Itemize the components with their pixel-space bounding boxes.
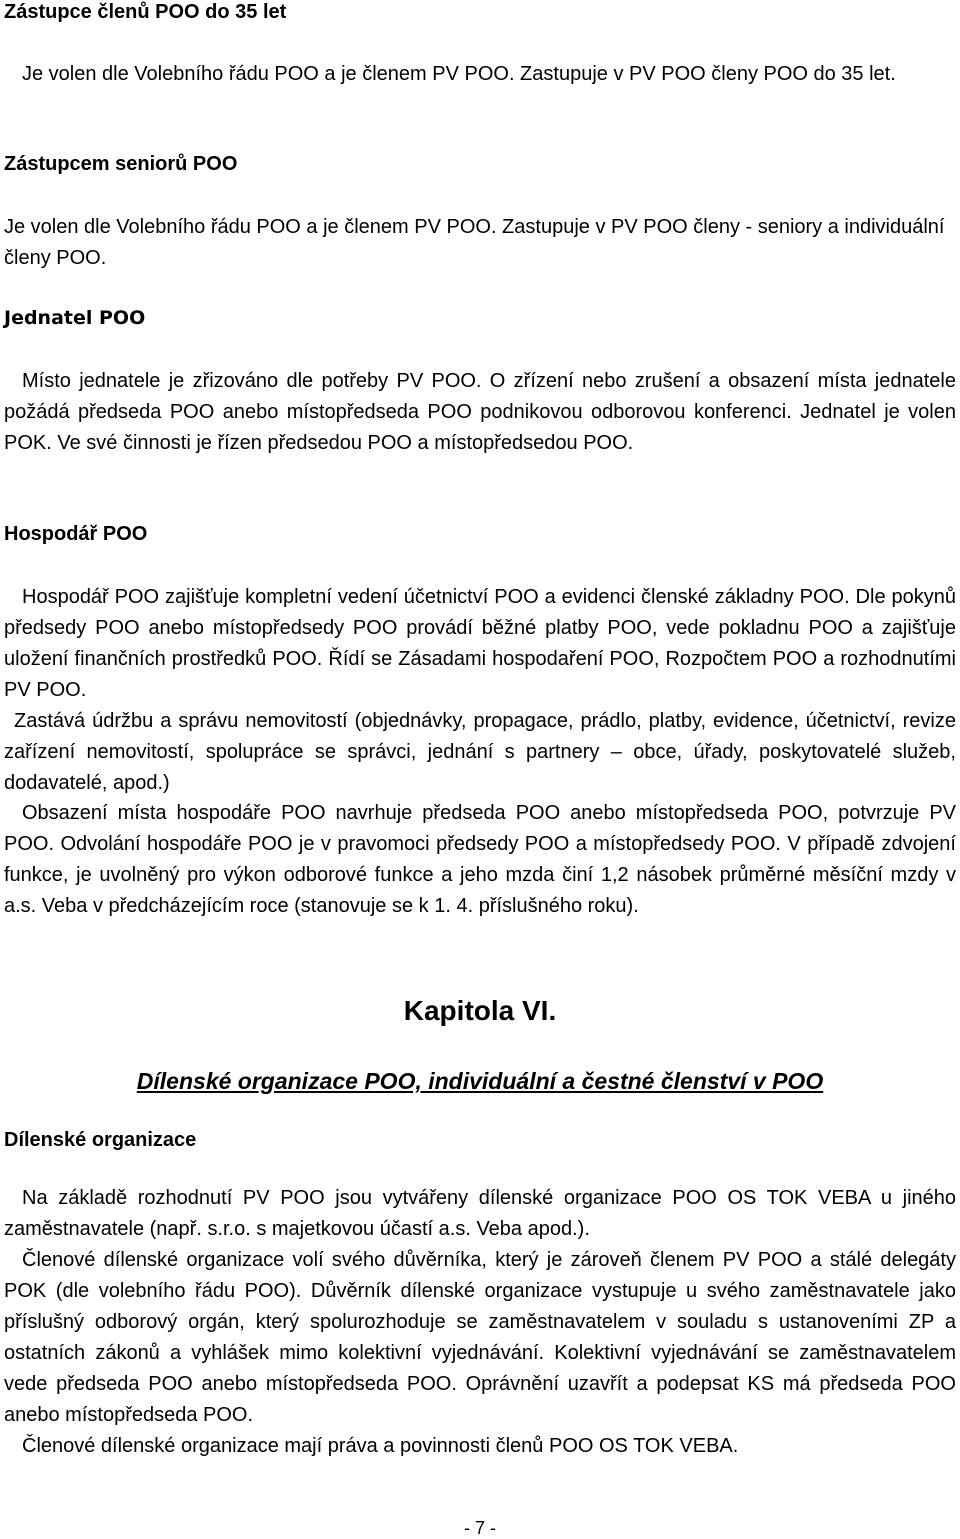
paragraph-zastupce-senioru: Je volen dle Volebního řádu POO a je členem PV POO. Zastupuje v PV POO členy - seniory a individuální členy POO. [4, 216, 945, 269]
page-number: - 7 - [463, 1518, 496, 1538]
chapter-subtitle: Dílenské organizace POO, individuální a čestné členství v POO [136, 1068, 824, 1094]
paragraph-dilenske-3: Členové dílenské organizace mají práva a povinnosti členů POO OS TOK VEBA. [22, 1435, 739, 1457]
heading-dilenske-organizace: Dílenské organizace [4, 1129, 197, 1151]
heading-hospodar: Hospodář POO [4, 523, 148, 545]
paragraph-zastupce-clenu: Je volen dle Volebního řádu POO a je členem PV POO. Zastupuje v PV POO členy POO do 35 let. [22, 63, 896, 85]
paragraph-dilenske-1: Na základě rozhodnutí PV POO jsou vytvářeny dílenské organizace POO OS TOK VEBA u jiného zaměstnavatele (např. s.r.o. s majetkovou účastí a.s. Veba apod.). [4, 1187, 956, 1240]
heading-jednatel: Jednatel POO [4, 307, 146, 329]
paragraph-hospodar-2: Zastává údržbu a správu nemovitostí (objednávky, propagace, prádlo, platby, evidence, účetnictví, revize zařízení nemovitostí, spolupráce se správci, jednání s partnery – obce, úřady, poskytovatelé služeb, dodavatelé, apod.) [4, 710, 956, 794]
paragraph-hospodar-1: Hospodář POO zajišťuje kompletní vedení účetnictví POO a evidenci členské základny POO. Dle pokynů předsedy POO anebo místopředsedy POO provádí běžné platby POO, vede pokladnu POO a zajišťuje uložení finančních prostředků POO. Řídí se Zásadami hospodaření POO, Rozpočtem POO a rozhodnutími PV POO. [4, 586, 956, 701]
chapter-title: Kapitola VI. [403, 995, 557, 1026]
heading-zastupce-clenu: Zástupce členů POO do 35 let [4, 1, 287, 23]
paragraph-hospodar-3: Obsazení místa hospodáře POO navrhuje předseda POO anebo místopředseda POO, potvrzuje PV POO. Odvolání hospodáře POO je v pravomoci předsedy POO a místopředsedy POO. V případě zdvojení funkce, je uvolněný pro výkon odborové funkce a jeho mzda činí 1,2 násobek průměrné měsíční mzdy v a.s. Veba v předcházejícím roce (stanovuje se k 1. 4. příslušného roku). [4, 802, 956, 917]
paragraph-dilenske-2: Členové dílenské organizace volí svého důvěrníka, který je zároveň členem PV POO a stálé delegáty POK (dle volebního řádu POO). Důvěrník dílenské organizace vystupuje u svého zaměstnavatele jako příslušný odborový orgán, který spolurozhoduje se zaměstnavatelem v souladu s ustanoveními ZP a ostatních zákonů a vyhlášek mimo kolektivní vyjednávání. Kolektivní vyjednávání se zaměstnavatelem vede předseda POO anebo místopředseda POO. Oprávnění uzavřít a podepsat KS má předseda POO anebo místopředseda POO. [4, 1249, 956, 1426]
paragraph-jednatel: Místo jednatele je zřizováno dle potřeby PV POO. O zřízení nebo zrušení a obsazení místa jednatele požádá předseda POO anebo místopředseda POO podnikovou odborovou konferenci. Jednatel je volen POK. Ve své činnosti je řízen předsedou POO a místopředsedou POO. [4, 370, 956, 454]
heading-zastupce-senioru: Zástupcem seniorů POO [4, 153, 238, 175]
